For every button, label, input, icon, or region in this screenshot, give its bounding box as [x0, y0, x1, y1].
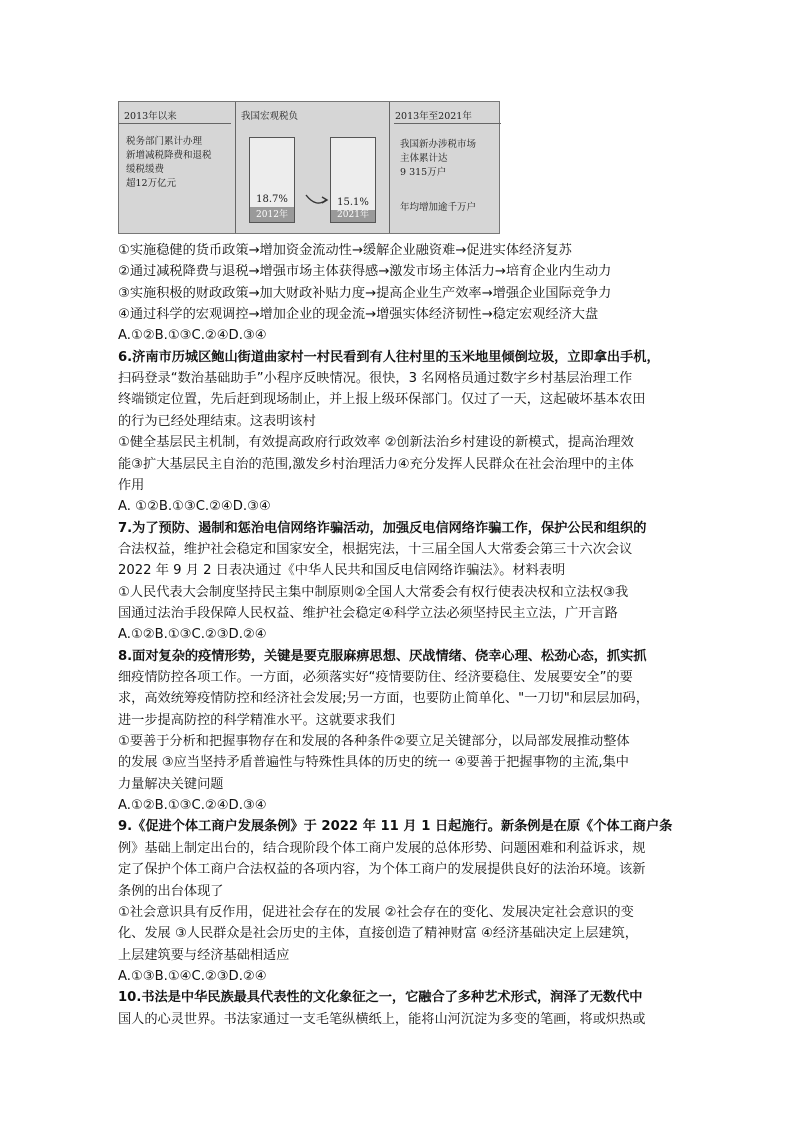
bar-value-label: 18.7% [256, 194, 288, 205]
text-line: 的发展 ③应当坚持矛盾普遍性与特殊性具体的历史的统一 ④要善于把握事物的主流,集中 [118, 755, 629, 771]
text-line: 的行为已经处理结束。这表明该村 [118, 413, 316, 429]
text-line: ①社会意识具有反作用，促进社会存在的发展 ②社会存在的变化、发展决定社会意识的变 [118, 904, 634, 920]
text-line: 化、发展 ③人民群众是社会历史的主体，直接创造了精神财富 ④经济基础决定上层建筑， [118, 926, 638, 942]
bar-value-label: 15.1% [337, 197, 369, 208]
text-line: 2022 年 9 月 2 日表决通过《中华人民共和国反电信网络诈骗法》。材料表明 [118, 563, 566, 579]
text-line: ①人民代表大会制度坚持民主集中制原则②全国人大常委会有权行使表决权和立法权③我 [118, 584, 629, 600]
panel-text-line: 税务部门累计办理 [126, 136, 203, 147]
text-line: 6.济南市历城区鲍山街道曲家村一村民看到有人往村里的玉米地里倾倒垃圾，立即拿出手机， [118, 349, 660, 365]
text-line: 国人的心灵世界。书法家通过一支毛笔纵横纸上，能将山河沉淀为多变的笔画，将或炽热或 [118, 1011, 646, 1027]
answer-options: A.①②B.①③C.②③D.②④ [118, 627, 267, 643]
panel-text-line: 我国新办涉税市场 [400, 139, 477, 150]
text-line: 力量解决关键问题 [118, 776, 224, 792]
text-line: 进一步提高防控的科学精准水平。这就要求我们 [118, 712, 395, 728]
text-line: 求，高效统筹疫情防控和经济社会发展;另一方面，也要防止简单化、"一刀切"和层层加码， [118, 691, 649, 707]
text-line: 扫码登录“数治基础助手”小程序反映情况。很快，3 名网格员通过数字乡村基层治理工作 [118, 371, 633, 387]
text-line: 合法权益，维护社会稳定和国家安全，根据宪法，十三届全国人大常委会第三十六次会议 [118, 541, 633, 557]
text-line: 例》基础上制定出台的，结合现阶段个体工商户发展的总体形势、问题困难和利益诉求，规 [118, 840, 646, 856]
panel-title: 我国宏观税负 [241, 111, 299, 122]
text-line: 10.书法是中华民族最具代表性的文化象征之一，它融合了多种艺术形式，润泽了无数代中 [118, 990, 643, 1006]
panel-text-line: 新增减税降费和退税 [126, 150, 212, 161]
text-line: ③实施积极的财政政策→加大财政补贴力度→提高企业生产效率→增强企业国际竞争力 [118, 285, 612, 301]
panel-footer: 年均增加逾千万户 [400, 202, 477, 213]
text-line: 条例的出台体现了 [118, 883, 224, 899]
text-line: 国通过法治手段保障人民权益、维护社会稳定④科学立法必须坚持民主立法，广开言路 [118, 605, 618, 621]
answer-options: A.①②B.①③C.②④D.③④ [118, 328, 267, 344]
answer-options: A.①②B.①③C.②④D.③④ [118, 798, 267, 814]
panel-text-line: 缓税缓费 [126, 164, 165, 175]
bar-2012 [249, 137, 295, 223]
bar-year-label: 2021年 [337, 210, 369, 220]
text-line: 定了保护个体工商户合法权益的各项内容，为个体工商户的发展提供良好的法治环境。该新 [118, 862, 646, 878]
text-line: ④通过科学的宏观调控→增加企业的现金流→增强实体经济韧性→稳定宏观经济大盘 [118, 307, 599, 323]
curved-arrow-icon [304, 192, 330, 208]
macro-tax-burden-panel [236, 102, 390, 233]
tax-infographic [118, 101, 500, 234]
panel-text-line: 超12万亿元 [126, 178, 177, 189]
text-line: 作用 [118, 477, 145, 493]
bar-year-label: 2012年 [256, 210, 288, 220]
divider [119, 123, 231, 124]
text-line: 终端锁定位置，先后赶到现场制止，并上报上级环保部门。仅过了一天，这起破坏基本农田 [118, 392, 646, 408]
tax-cut-panel [119, 102, 236, 233]
bar-2021 [330, 137, 376, 223]
text-line: ①实施稳健的货币政策→增加资金流动性→缓解企业融资难→促进实体经济复苏 [118, 243, 572, 258]
text-line: 上层建筑要与经济基础相适应 [118, 947, 290, 963]
panel-text [126, 135, 212, 191]
divider [394, 123, 501, 124]
answer-options: A.①③B.①④C.②③D.②④ [118, 968, 267, 984]
text-line: 8.面对复杂的疫情形势，关键是要克服麻痹思想、厌战情绪、侥幸心理、松劲心态，抓实抓 [118, 648, 647, 664]
text-line: 能③扩大基层民主自治的范围,激发乡村治理活力④充分发挥人民群众在社会治理中的主体 [118, 456, 634, 472]
text-line: ①要善于分析和把握事物存在和发展的各种条件②要立足关键部分，以局部发展推动整体 [118, 734, 630, 750]
text-line: 9.《促进个体工商户发展条例》于 2022 年 11 月 1 日起施行。新条例是在原《个体工商户条 [118, 819, 673, 835]
panel-title: 2013年至2021年 [395, 111, 472, 122]
text-line: 7.为了预防、遏制和惩治电信网络诈骗活动，加强反电信网络诈骗工作，保护公民和组织的 [118, 520, 647, 536]
text-line: ②通过减税降费与退税→增强市场主体获得感→激发市场主体活力→培育企业内生动力 [118, 264, 612, 280]
text-line: ①健全基层民主机制，有效提高政府行政效率 ②创新法治乡村建设的新模式，提高治理效 [118, 435, 634, 451]
panel-text-line: 主体累计达 [400, 153, 448, 164]
answer-options: A. ①②B.①③C.②④D.③④ [118, 499, 271, 515]
panel-title: 2013年以来 [124, 111, 177, 122]
text-line: 细疫情防控各项工作。一方面，必须落实好“疫情要防住、经济要稳住、发展要安全”的要 [118, 670, 633, 685]
new-market-entities-panel [390, 102, 501, 233]
panel-text-line: 9 315万户 [400, 167, 447, 178]
panel-text [400, 138, 476, 180]
